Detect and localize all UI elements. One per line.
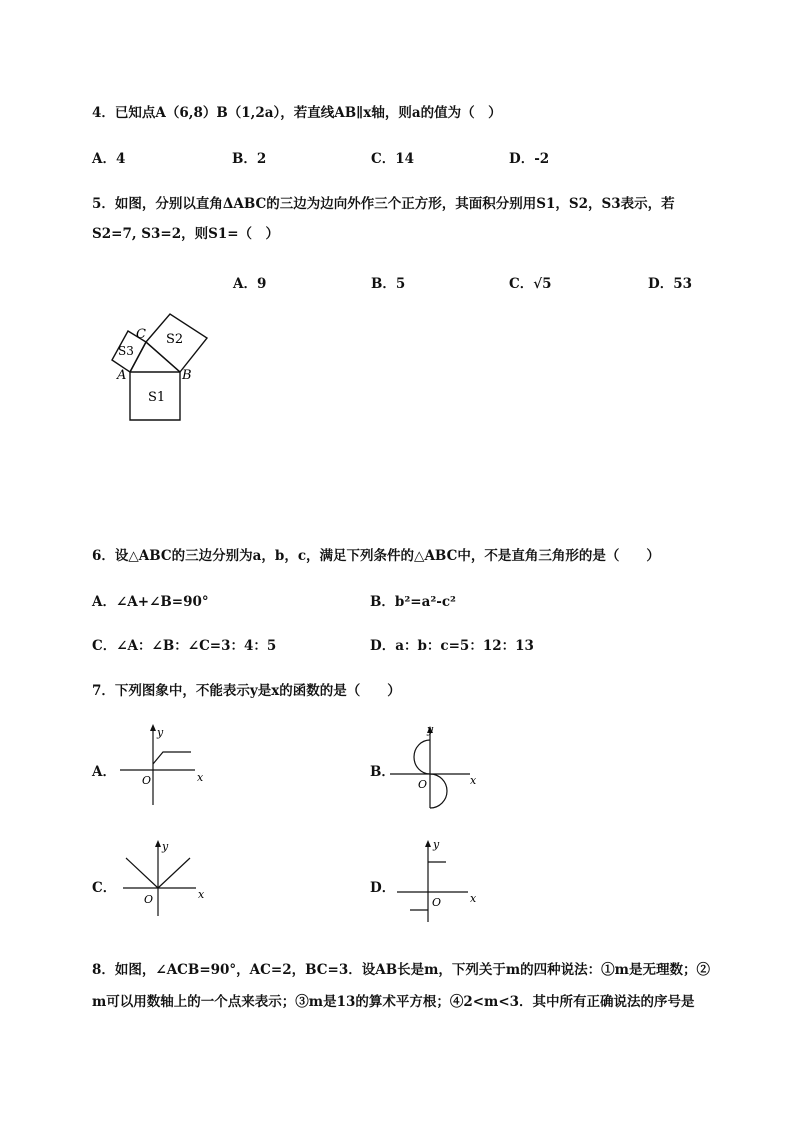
q5-option-c: C．√5	[509, 276, 552, 292]
q4-option-d: D．-2	[509, 151, 550, 167]
q6-text: 6．设△ABC的三边分别为a，b，c，满足下列条件的△ABC中，不是直角三角形的是（ ）	[92, 548, 660, 564]
q8-line1: 8．如图，∠ACB=90°，AC=2，BC=3．设AB长是m，下列关于m的四种说法：①m是无理数；②	[92, 962, 710, 978]
q5-line1: 5．如图，分别以直角ΔABC的三边为边向外作三个正方形，其面积分别用S1，S2，S3表示，若	[92, 196, 675, 212]
label-s1: S1	[148, 390, 166, 405]
label-s3: S3	[118, 344, 134, 358]
q7-graph-b	[390, 722, 490, 812]
svg-text:x: x	[197, 771, 204, 784]
q6-option-c: C．∠A：∠B：∠C=3：4：5	[92, 638, 277, 654]
q7-option-b-label: B．	[370, 764, 395, 780]
svg-text:O: O	[144, 893, 154, 906]
q5-option-b: B．5	[371, 276, 406, 292]
q4-option-c: C．14	[371, 151, 415, 167]
svg-text:y: y	[157, 726, 164, 739]
svg-text:O: O	[142, 774, 152, 787]
q4-option-a: A．4	[92, 151, 126, 167]
q4-text: 4．已知点A（6,8）B（1,2a），若直线AB∥x轴，则a的值为（ ）	[92, 105, 502, 121]
q6-option-a: A．∠A+∠B=90°	[92, 594, 209, 610]
svg-text:y: y	[162, 840, 169, 853]
q7-option-c-label: C．	[92, 880, 117, 896]
q6-option-b: B．b²=a²-c²	[370, 594, 456, 610]
label-b: B	[182, 368, 192, 383]
q4-option-b: B．2	[232, 151, 267, 167]
svg-text:x: x	[470, 892, 477, 905]
q5-option-d: D．53	[648, 276, 692, 292]
q5-line2: S2=7, S3=2，则S1=（ ）	[92, 226, 280, 242]
q7-graph-c	[118, 838, 218, 918]
q7-option-a-label: A．	[92, 764, 116, 780]
svg-text:y: y	[427, 723, 434, 736]
q8-line2: m可以用数轴上的一个点来表示；③m是13的算术平方根；④2<m<3．其中所有正确说法的序号是	[92, 994, 695, 1010]
q6-option-d: D．a：b：c=5：12：13	[370, 638, 534, 654]
svg-text:x: x	[198, 888, 205, 901]
svg-text:y: y	[433, 838, 440, 851]
q7-text: 7．下列图象中，不能表示y是x的函数的是（ ）	[92, 683, 401, 699]
label-c: C	[136, 327, 146, 342]
q5-option-a: A．9	[233, 276, 267, 292]
svg-text:O: O	[432, 896, 442, 909]
label-s2: S2	[166, 332, 184, 347]
svg-text:O: O	[418, 778, 428, 791]
q7-option-d-label: D．	[370, 880, 396, 896]
label-a: A	[117, 368, 127, 383]
q7-graph-a	[115, 722, 215, 807]
svg-text:x: x	[470, 774, 477, 787]
q5-squares-figure	[100, 305, 220, 430]
q7-graph-d	[392, 836, 492, 924]
